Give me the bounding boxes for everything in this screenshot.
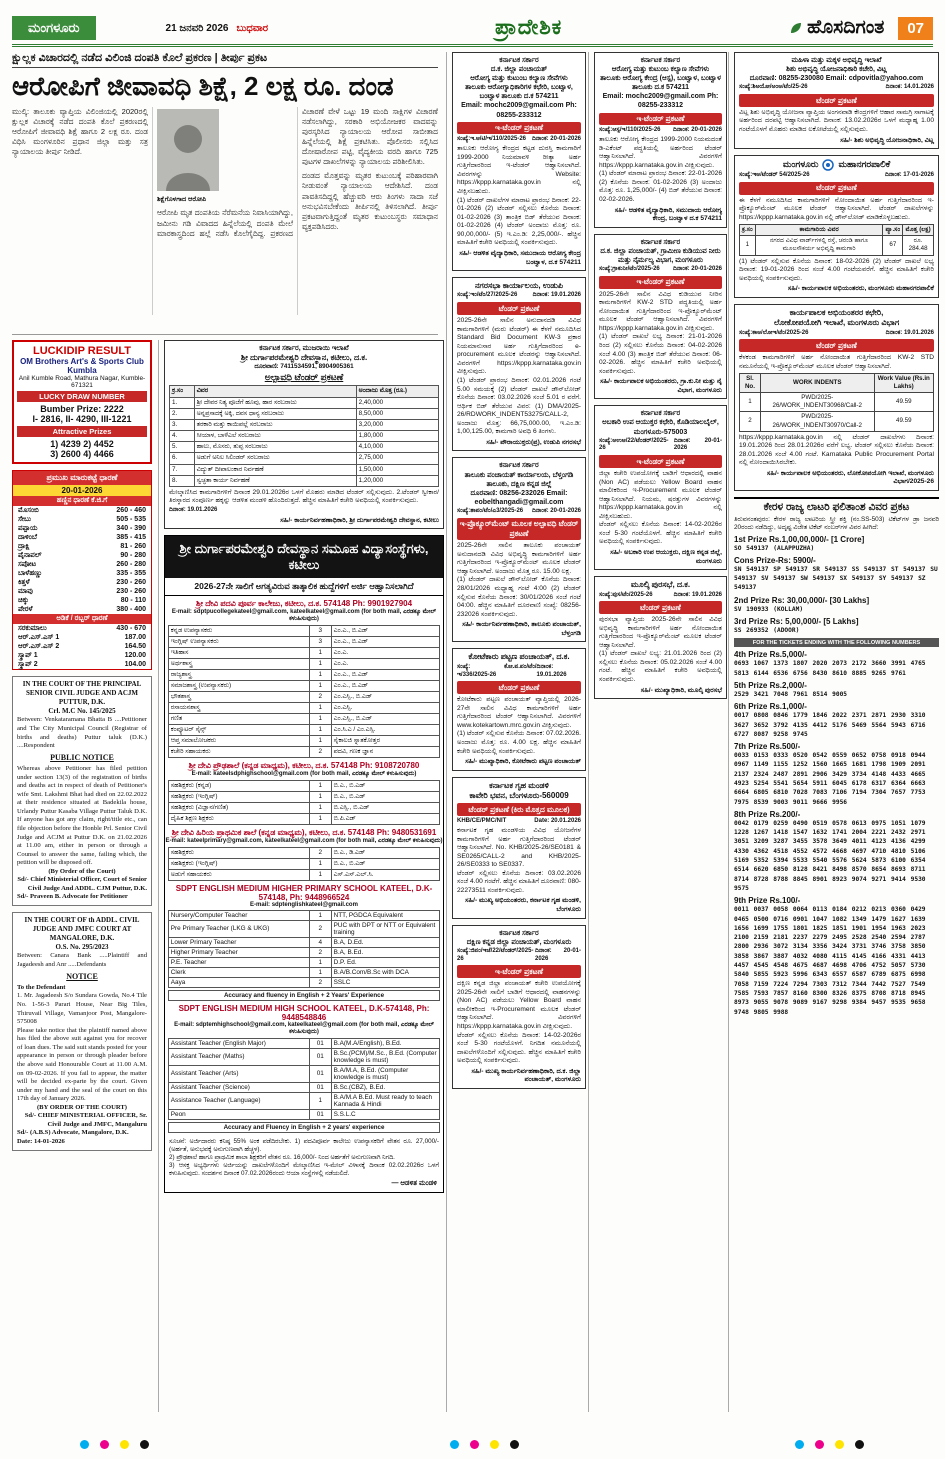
- post-row: ಸಹಶಿಕ್ಷಕರು (ಕನ್ನಡ) 1 ಬಿ.ಎ., ಬಿ.ಎಡ್: [168, 780, 439, 791]
- works-table-row: 1 ನಗರದ ವಿವಿಧ ವಾರ್ಡ್‌ಗಳಲ್ಲಿ ರಸ್ತೆ, ಚರಂಡಿ ಹಾಗೂ ಮೂಲಸೌಕರ್ಯ ಅಭಿವೃದ್ಧಿ ಕಾಮಗಾರಿ 67 ರೂ. 284.48: [740, 236, 934, 255]
- tender-udupi-municipality: ನಗರಸಭಾ ಕಾರ್ಯಾಲಯ, ಉಡುಪಿ ಸಂಖ್ಯೆ:ಇಂ/ಟೆಂ/27/2025-26 ದಿನಾಂಕ: 19.01.2026 ಟೆಂಡರ್ ಪ್ರಕಟಣೆ 2025-26ನೇ ಸಾಲಿನ ಅನುದಾನದಡಿ ವಿವಿಧ ಕಾಮಗಾರಿಗಳಿಗೆ (ಮರು ಟೆಂಡರ್) ಈ ಕೆಳಗೆ ನಮೂದಿಸಿದ Standard Bid Document KW-3 ಪ್ರಕಾರ ನಿಯಮಾನುಸಾರ ಅರ್ಹ ಗುತ್ತಿಗೆದಾರರಿಂದ e-procurement ಮೂಲಕ ಟೆಂಡರನ್ನು ಆಹ್ವಾನಿಸಲಾಗಿದೆ. ವಿವರಗಳಿಗೆ https://kppp.karnataka.gov.in ವೀಕ್ಷಿಸುವುದು. (1) ಟೆಂಡರ್ ಪ್ರಾರಂಭ ದಿನಾಂಕ: 02.01.2026 ಗಂಟೆ 5.00 ಸಮಯಕ್ಕೆ (2) ಟೆಂಡರ್ ದಾಖಲೆ ಡೌನ್‌ಲೋಡ್ ಕೊನೆಯ ದಿನಾಂಕ: 03.02.2026 ಸಂಜೆ 5.01 ರ ವರೆಗೆ. ಆರ್ಥಿಕ ಬಿಡ್ ತೆರೆಯುವ ವಿವರ: (1) DMA/2025-26/RDWORK_INDENT53275/CALL-2, ಅಂದಾಜು ಮೊತ್ತ: 66,75,000.00, ಇ.ಎಂ.ಡಿ: 1,00,125.00, ಕಾಮಗಾರಿ ಅವಧಿ 6 ತಿಂಗಳು. ಸಹಿ/- ಪೌರಾಯುಕ್ತರು(ಪ್ರ), ಉಡುಪಿ ನಗರಸಭೆ: [452, 277, 586, 451]
- post-row: ರಾಜ್ಯಶಾಸ್ತ್ರ 1 ಎಂ.ಎ., ಬಿ.ಎಡ್: [168, 669, 439, 680]
- notice-body: ಜಿಲ್ಲಾ ಕಚೇರಿ ಉಪಯೋಗಕ್ಕೆ ಬಾಡಿಗೆ ಆಧಾರದಲ್ಲಿ ವಾಹನ (Non AC) ಪಡೆಯಲು Yellow Board ವಾಹನ ಮಾಲೀಕರಿಂದ ಇ-Procurement ಮೂಲಕ ಟೆಂಡರ್ ಆಹ್ವಾನಿಸಲಾಗಿದೆ. ನಿಯಮ, ಷರತ್ತುಗಳ ವಿವರಗಳನ್ನು https://kppp.karnataka.gov.in ನಲ್ಲಿ ವೀಕ್ಷಿಸಬಹುದು.: [599, 469, 722, 520]
- market-row: ಆರ್.ಎಸ್.ಎಸ್ 2 164.50: [18, 642, 146, 650]
- tender-sign: ಸಹಿ/- ಕಾರ್ಯನಿರ್ವಹಣಾಧಿಕಾರಿ, ಶ್ರೀ ದುರ್ಗಾಪರಮೇಶ್ವರಿ ದೇವಸ್ಥಾನ, ಕಟೀಲು: [280, 516, 439, 524]
- notice-header-line: ಕರ್ನಾಟಕ ಸರ್ಕಾರ: [640, 57, 681, 64]
- tender-health-aspatre: ಕರ್ನಾಟಕ ಸರ್ಕಾರ ಆರೋಗ್ಯ ಮತ್ತು ಕುಟುಂಬ ಕಲ್ಯಾಣ ಸೇವೆಗಳು ತಾಲೂಕು ಆರೋಗ್ಯ ಕೇಂದ್ರ (ಆಸ್ಪ), ಬಂಟ್ವಾಳ, ಬಂಟ್ವಾಳ ತಾಲೂಕು ದ.ಕ 574211 Email: mochc2009@gmail.com Ph: 08255-233312 ಇ-ಟೆಂಡರ್ ಪ್ರಕಟಣೆ ಸಂಖ್ಯೆ:ಆಸ್ಪ/ಇ/110/2025-26 ದಿನಾಂಕ: 20-01-2026 ತಾಲೂಕು ಆರೋಗ್ಯ ಕೇಂದ್ರದ 1999-2000 ನಿಯಮದಂತೆ ಡಿ-ಎಕೆಂಟ್ ಪದ್ಧತಿಯಲ್ಲಿ ಅರ್ಹರಿಂದ ಟೆಂಡರ್ ಆಹ್ವಾನಿಸಲಾಗಿದೆ. ವಿವರಗಳಿಗೆ https://kppp.karnataka.gov.in ವೀಕ್ಷಿಸುವುದು. (1) ಟೆಂಡರ್ ಮಾರಾಟ ಪ್ರಾರಂಭ ದಿನಾಂಕ: 22-01-2026 (2) ಕೊನೆಯ ದಿನಾಂಕ: 01-02-2026 (3) ಅಂದಾಜು ಮೊತ್ತ: ರೂ. 1,25,000/- (4) ಬಿಡ್ ತೆರೆಯುವ ದಿನಾಂಕ: 02-02-2026. ಸಹಿ/- ಆಡಳಿತ ವೈದ್ಯಾಧಿಕಾರಿ, ಸಮುದಾಯ ಆರೋಗ್ಯ ಕೇಂದ್ರ, ಬಂಟ್ವಾಳ ದ.ಕ 574211: [594, 52, 727, 228]
- post-row: ಅರ್ಥಶಾಸ್ತ್ರ 1 ಎಂ.ಎ.: [168, 658, 439, 669]
- column-f: [728, 52, 939, 1412]
- notice-header-line: ದ.ಕ. ಜಿಲ್ಲಾ ಪಂಚಾಯತ್, ಗ್ರಾಮೀಣ ಕುಡಿಯುವ ನೀರು ಮತ್ತು ನೈರ್ಮಲ್ಯ ವಿಭಾಗ, ಮಂಗಳೂರು: [600, 247, 721, 264]
- corporation-logo: [822, 159, 834, 171]
- tender-note: ಮೇಲ್ಕಾಣಿಸಿದ ಕಾಮಗಾರಿಗಳಿಗೆ ದಿನಾಂಕ 29.01.2026ರ ಒಳಗೆ ಮೊಹರು ಮಾಡಿದ ಟೆಂಡರ್ ಸಲ್ಲಿಸುವುದು. 2.ಟೆಂಡರ್ ಸ್ವೀಕಾರ/ತಿರಸ್ಕಾರದ ಸಂಪೂರ್ಣ ಹಕ್ಕನ್ನು ಆಡಳಿತ ಮಂಡಳಿ ಹೊಂದಿರುತ್ತದೆ. ಹೆಚ್ಚಿನ ಮಾಹಿತಿಗೆ ಕಚೇರಿ ಅವಧಿಯಲ್ಲಿ ಸಂಪರ್ಕಿಸುವುದು.: [169, 488, 439, 505]
- notice-sign: ಸಹಿ/- ಕಾರ್ಯನಿರ್ವಹಣಾಧಿಕಾರಿ, ತಾಲೂಕು ಪಂಚಾಯತ್, ಬೆಳ್ತಂಗಡಿ: [462, 621, 581, 637]
- officer-sign: Sd/- CHIEF MINISTERIAL OFFICER, Sr. Civil Judge and JMFC, Mangaluru: [24, 1112, 147, 1128]
- market-row: ಕಿತ್ತಳೆ 230 - 260: [18, 578, 146, 586]
- posts-table-pu: [168, 625, 440, 758]
- tender-bar: ಇ-ಪ್ರೊಕ್ಯೂರ್‌ಮೆಂಟ್ ಮೂಲಕ ಅಲ್ಪಾವಧಿ ಟೆಂಡರ್ ಪ್ರಕಟಣೆ: [457, 518, 581, 541]
- notice-header-line: ಕರ್ನಾಟಕ ಸರ್ಕಾರ: [499, 929, 539, 937]
- market-date: 20-01-2026: [13, 485, 151, 496]
- photo-caption: ಶಿಕ್ಷೆಗೊಳಗಾದ ಆರೋಪಿ: [157, 195, 207, 203]
- post-row: Assistant Teacher (English Major) 01 B.A(M.A/English), B.Ed.: [168, 1038, 439, 1048]
- school-name-hsk: ಶ್ರೀ ದೇವಿ ಪ್ರೌಢಶಾಲೆ (ಕನ್ನಡ ಮಾಧ್ಯಮ), ಕಟೀಲು, ದ.ಕ. 574148 Ph: 9108720780: [188, 760, 420, 770]
- post-row: ಕಚೇರಿ ಸಹಾಯಕರು 2 ಪದವಿ, ಗಣಕ ಜ್ಞಾನ: [168, 746, 439, 757]
- article-kicker: ಕ್ಷುಲ್ಲಕ ವಿಚಾರದಲ್ಲಿ ನಡೆದ ವಿಲಿಂಜಿ ದಂಪತಿ ಕೊಲೆ ಪ್ರಕರಣ | ತೀರ್ಪು ಪ್ರಕಟ: [12, 52, 438, 68]
- notice-header-line: ಕರ್ನಾಟಕ ಸರ್ಕಾರ: [640, 238, 681, 246]
- prize-tier: 2nd Prize Rs: 30,00,000/- [30 Lakhs] SV 190933 (KOLLAM): [734, 595, 870, 613]
- notice-header-line: ತಾಲೂಕು ಆರೋಗ್ಯಾಧಿಕಾರಿಗಳ ಕಛೇರಿ, ಬಂಟ್ವಾಳ, ಬಂಟ್ವಾಳ ತಾಲೂಕು ದ.ಕ 574211: [465, 84, 573, 101]
- tickets-ending-bar: FOR THE TICKETS ENDING WITH THE FOLLOWING NUMBERS: [734, 638, 939, 647]
- notice-body: 2025-26ನೇ ಸಾಲಿನ ತಾಲೂಕು ಪಂಚಾಯತ್ ಅನುದಾನದಡಿ ವಿವಿಧ ಅಭಿವೃದ್ಧಿ ಕಾಮಗಾರಿಗಳಿಗೆ ಅರ್ಹ ಗುತ್ತಿಗೆದಾರರಿಂದ ಇ-ಪ್ರೊಕ್ಯೂರ್‌ಮೆಂಟ್ ಮೂಲಕ ಟೆಂಡರ್ ಆಹ್ವಾನಿಸಲಾಗಿದೆ. ಅಂದಾಜು ಮೊತ್ತ ರೂ. 15.00 ಲಕ್ಷ.: [457, 542, 581, 575]
- issue-date: 21 ಜನವರಿ 2026: [165, 22, 229, 34]
- attractive-prizes-bar: Attractive Prizes: [17, 426, 147, 437]
- post-row: Clerk 1 B.A/B.Com/B.Sc with DCA: [168, 967, 439, 977]
- notice-header-line: ತಾಲೂಕು ಪಂಚಾಯತ್ ಕಾರ್ಯಾಲಯ, ಬೆಳ್ತಂಗಡಿ ತಾಲೂಕು, ದಕ್ಷಿಣ ಕನ್ನಡ ಜಿಲ್ಲೆ: [464, 471, 574, 488]
- post-row: ಸಹಶಿಕ್ಷಕರು (ಇಂಗ್ಲಿಷ್) 1 ಬಿ.ಎ., ಬಿ.ಎಡ್: [168, 791, 439, 802]
- experience-note-ehs: Accuracy and Fluency in English + 2 years' experience: [168, 1122, 440, 1133]
- tender-bar: ಇ-ಟೆಂಡರ್ ಪ್ರಕಟಣೆ: [599, 113, 722, 126]
- tender-bar: ಟೆಂಡರ್ ಪ್ರಕಟಣೆ: [457, 681, 581, 694]
- notice-body: Whereas above Petitioner has filed petition under section 13(3) of the registration of births and deaths act in respect of death of Petitioner's wife Smt. Lakshmi Bhat had died on 22.02.2022 at their residence situated at Badekila house, Urlandy Puttur Kasaba Village Puttur Taluk D.K. If anyone has got any claim, right/title etc., can file objection before the Honble Prl. Senior Civil Judge and ACJM at Puttur D.K. on 21.02.2026 at 11.00 am, either in person or through a Counsel to answer the same, failing which, the petition will be disposed off.: [17, 765, 147, 867]
- indent-row: 2 PWD/2025-26/WORK_INDENT30970/Call-2 49.59: [740, 412, 934, 431]
- tender-item-row: 7. ವಿದ್ಯುತ್ ದೀಪಾಲಂಕಾರ ನಿರ್ವಹಣೆ 1,50,000: [170, 464, 439, 475]
- market-row: ಪೇರಳೆ 380 - 400: [18, 605, 146, 613]
- post-row: Higher Primary Teacher 2 B.A, B.Ed.: [168, 947, 439, 957]
- case-parties: Between: Venkataramana Bhatta B ....Petitioner and The City Municipal Council (Registrar of births and deaths) Puttur taluk (D.K.) ....Respondent: [17, 716, 147, 750]
- advocate-sign: Sd/- (A.B.S) Advocate, Mangalore, D.K.: [17, 1129, 129, 1137]
- officer-sign: Sd/- Chief Ministerial Officer, Court of Senior Civil Judge And ADDL. CJM Puttur, D.K.: [17, 876, 147, 892]
- issue-weekday: ಬುಧವಾರ: [236, 22, 269, 34]
- notice-items: (1) ಟೆಂಡರ್ ಸಲ್ಲಿಸುವ ಕೊನೆಯ ದಿನಾಂಕ: 07.02.2026. ಅಂದಾಜು ಮೊತ್ತ: ರೂ. 4.00 ಲಕ್ಷ. ಹೆಚ್ಚಿನ ಮಾಹಿತಿಗೆ ಕಚೇರಿ ಅವಧಿಯಲ್ಲಿ ಸಂಪರ್ಕಿಸುವುದು.: [457, 730, 581, 755]
- paper-name: ಹೊಸದಿಗಂತ: [807, 17, 885, 38]
- post-row: ಸಹಶಿಕ್ಷಕರು (ಇಂಗ್ಲಿಷ್) 1 ಬಿ.ಎ., ಬಿ.ಎಡ್: [168, 858, 439, 869]
- defendant-details: 1. Mr. Jagadeesh S/o Sundara Gowda, No.4 Tile No. 1-56-3 Parari House, Near Big Tiles, Thiruvail Village, Vamanjoor Post, Mangalore-575008: [17, 992, 147, 1026]
- notice-items: (1) ಟೆಂಡರ್ ದಾಖಲೆ ಡೌನ್‌ಲೋಡ್ ಕೊನೆಯ ದಿನಾಂಕ: 28/01/2026 ಮಧ್ಯಾಹ್ನ ಗಂಟೆ 4:00 (2) ಟೆಂಡರ್ ಸಲ್ಲಿಸುವ ಕೊನೆಯ ದಿನಾಂಕ: 30/01/2026 ಸಂಜೆ ಗಂಟೆ 04:00. ಹೆಚ್ಚಿನ ಮಾಹಿತಿಗೆ ದೂರವಾಣಿ ಸಂಖ್ಯೆ: 08256-232026 ಸಂಪರ್ಕಿಸುವುದು.: [457, 576, 581, 618]
- notice-sign: ಸಹಿ/- ಮುಖ್ಯಾಧಿಕಾರಿ, ಕೋಟೆಕಾರು ಪಟ್ಟಣ ಪಂಚಾಯತ್: [465, 758, 581, 766]
- posts-table-primary: [168, 847, 440, 881]
- notice-header-line: ಆರೋಗ್ಯ ಮತ್ತು ಕುಟುಂಬ ಕಲ್ಯಾಣ ಸೇವೆಗಳು: [611, 66, 710, 74]
- tender-item-row: 6. ಅಡುಗೆ ಅನಿಲ ಸಿಲಿಂಡರ್ ಸರಬರಾಜು 2,75,000: [170, 453, 439, 464]
- school-email-primary: E-mail: kateelprimary@gmail.com, kateelkateel@gmail.com (for both mail, ಎರಡಕ್ಕೂ ಮೇಲ್ ಕಳುಹಿಸುವುದು): [165, 837, 443, 844]
- tender-cdpo-vitla: ಮಹಿಳಾ ಮತ್ತು ಮಕ್ಕಳ ಅಭಿವೃದ್ಧಿ ಇಲಾಖೆ ಶಿಶು ಅಭಿವೃದ್ಧಿ ಯೋಜನಾಧಿಕಾರಿ ಕಚೇರಿ, ವಿಟ್ಲ ದೂರವಾಣಿ: 08255-230080 Email: cdpovitla@yahoo.com ಸಂಖ್ಯೆ:ಶಿಅಯೋ/ಅಂಅ/ಟೆಂ/25-26 ದಿನಾಂಕ: 14.01.2026 ಟೆಂಡರ್ ಪ್ರಕಟಣೆ ವಿಟ್ಲ ಶಿಶು ಅಭಿವೃದ್ಧಿ ಯೋಜನಾ ವ್ಯಾಪ್ತಿಯ ಅಂಗನವಾಡಿ ಕೇಂದ್ರಗಳಿಗೆ ಆಹಾರ ಸಾಮಗ್ರಿ ಸಾಗಾಟಕ್ಕೆ ಅರ್ಹರಿಂದ ದರಪಟ್ಟಿ ಆಹ್ವಾನಿಸಲಾಗಿದೆ. ದಿನಾಂಕ: 13.02.2026ರ ಒಳಗೆ ಮಧ್ಯಾಹ್ನ 1.00 ಗಂಟೆಯೊಳಗೆ ಮೊಹರು ಮಾಡಿದ ಲಕೋಟೆಯಲ್ಲಿ ಸಲ್ಲಿಸುವುದು. ಸಹಿ/- ಶಿಶು ಅಭಿವೃದ್ಧಿ ಯೋಜನಾಧಿಕಾರಿ, ವಿಟ್ಲ: [734, 52, 939, 149]
- works-table-header-cell: ಕ್ರ.ಸಂ: [740, 225, 756, 236]
- market-sub2: ಅಡಿಕೆ / ರಬ್ಬರ್ ಧಾರಣೆ: [13, 614, 151, 624]
- post-row: Aaya 2 SSLC: [168, 977, 439, 987]
- col-amount: ಅಂದಾಜು ಮೊತ್ತ (ರೂ.): [356, 386, 438, 397]
- market-row: ಬಾಳೆಹಣ್ಣು 335 - 355: [18, 569, 146, 577]
- notice-title: PUBLIC NOTICE: [50, 752, 114, 762]
- post-row: ಸಮಾಜಶಾಸ್ತ್ರ (ಉಪನ್ಯಾಸಕರು) 1 ಎಂ.ಎ., ಬಿ.ಎಡ್: [168, 680, 439, 691]
- notice-sign: ಸಹಿ/- ಪೌರಾಯುಕ್ತರು(ಪ್ರ), ಉಡುಪಿ ನಗರಸಭೆ: [486, 438, 581, 446]
- leaf-icon: [789, 21, 803, 35]
- notice-header-line: ಕರ್ನಾಟಕ ಗೃಹ ಮಂಡಳಿ: [489, 780, 549, 790]
- tender-items-table: [169, 385, 439, 487]
- school-name-ehs: SDPT ENGLISH MEDIUM HIGH SCHOOL KATEEL, D.K-574148, Ph: 9448548846: [178, 1003, 430, 1022]
- notice-sign: ಸಹಿ/- ಆಡಳಿತ ವೈದ್ಯಾಧಿಕಾರಿ, ಸಮುದಾಯ ಆರೋಗ್ಯ ಕೇಂದ್ರ, ಬಂಟ್ವಾಳ ದ.ಕ 574211: [614, 206, 722, 223]
- market-row: ಸ್ಕ್ರಾಪ್ 1 120.00: [18, 651, 146, 659]
- paper-brand: [789, 17, 884, 39]
- notice-sign: ಸಹಿ/- ಮುಖ್ಯಾಧಿಕಾರಿ, ಮೂಲ್ಕಿ ಪುರಸಭೆ: [640, 686, 722, 694]
- school-name-ehps: SDPT ENGLISH MEDIUM HIGHER PRIMARY SCHOOL KATEEL, D.K-574148, Ph: 9448966524: [175, 883, 433, 902]
- by-order: (By Order of the Court): [48, 867, 116, 875]
- prize-tier: 7th Prize Rs.500/- 0033 0153 0333 0520 0542 0559 0652 0758 0918 0944 0967 1149 1155 1252 1560 1665 1681 1798 1909 2091 2137 2324 2487 2891 2906 3429 3734 4148 4433 4665 4923 5254 5541 5654 5911 6045 6178 6317 6364 6663 6664 6805 6810 7028 7083 7106 7194 7304 7657 7753 7975 8539 9003 9011 9666 9956: [734, 742, 926, 806]
- tender-title: ಅಲ್ಪಾವಧಿ ಟೆಂಡರ್ ಪ್ರಕಟಣೆ: [264, 371, 344, 382]
- indent-header-cell: WORK INDENTS: [760, 374, 874, 393]
- post-row: Assistant Teacher (Maths) 01 B.Sc.(PCM)/M.Sc., B.Ed. (Computer knowledge is must): [168, 1048, 439, 1065]
- luckidip-result-box: [12, 340, 152, 464]
- court-header: IN THE COURT OF THE PRINCIPAL SENIOR CIVIL JUDGE AND ACJM PUTTUR, D.K.: [22, 680, 142, 707]
- luckidip-org: OM Brothers Art's & Sports Club Kumbla: [20, 357, 144, 375]
- notice-header-line: ದೂರವಾಣಿ: 08256-232026 Email: eobelthangadi@gmail.com: [470, 489, 568, 506]
- tender-health-bantwal: ಕರ್ನಾಟಕ ಸರ್ಕಾರ ದ.ಕ. ಜಿಲ್ಲಾ ಪಂಚಾಯತ್ ಆರೋಗ್ಯ ಮತ್ತು ಕುಟುಂಬ ಕಲ್ಯಾಣ ಸೇವೆಗಳು ತಾಲೂಕು ಆರೋಗ್ಯಾಧಿಕಾರಿಗಳ ಕಛೇರಿ, ಬಂಟ್ವಾಳ, ಬಂಟ್ವಾಳ ತಾಲೂಕು ದ.ಕ 574211 Email: mochc2009@gmail.com Ph: 08255-233312 ಇ-ಟೆಂಡರ್ ಪ್ರಕಟಣೆ ಸಂಖ್ಯೆ:ಇ.ಆ/ಟಿ/ಇ/110/2025-26 ದಿನಾಂಕ: 20-01-2026 ತಾಲೂಕು ಆರೋಗ್ಯ ಕೇಂದ್ರದ ಕಟ್ಟಡ ದುರಸ್ತಿ ಕಾಮಗಾರಿಗೆ 1999-2000 ನಿಯಮಾವಳಿ ರೀತ್ಯಾ ಅರ್ಹ ಗುತ್ತಿಗೆದಾರರಿಂದ ಇ-ಟೆಂಡರ್ ಆಹ್ವಾನಿಸಲಾಗಿದೆ. ವಿವರಗಳನ್ನು Website: https://kppp.karnataka.gov.in ನಲ್ಲಿ ವೀಕ್ಷಿಸಬಹುದು. (1) ಟೆಂಡರ್ ದಾಖಲೆಗಳ ಮಾರಾಟ ಪ್ರಾರಂಭ ದಿನಾಂಕ: 22-01-2026 (2) ಟೆಂಡರ್ ಸಲ್ಲಿಸಲು ಕೊನೆಯ ದಿನಾಂಕ: 01-02-2026 (3) ತಾಂತ್ರಿಕ ಬಿಡ್ ತೆರೆಯುವ ದಿನಾಂಕ: 01-02-2026 (4) ಟೆಂಡರ್ ಅಂದಾಜು ಮೊತ್ತ: ರೂ. 90,00,000/- (5) ಇ.ಎಂ.ಡಿ: 2,25,000/-. ಹೆಚ್ಚಿನ ಮಾಹಿತಿಗೆ ಕಚೇರಿ ಅವಧಿಯಲ್ಲಿ ಸಂಪರ್ಕಿಸುವುದು. ಸಹಿ/- ಆಡಳಿತ ವೈದ್ಯಾಧಿಕಾರಿ, ಸಮುದಾಯ ಆರೋಗ್ಯ ಕೇಂದ್ರ ಬಂಟ್ವಾಳ, ದ.ಕ 574211: [452, 52, 586, 271]
- school-email-ehps: E-mail: sdptenglishkateel@gmail.com: [250, 901, 358, 908]
- notice-header-line: ಶಿಶು ಅಭಿವೃದ್ಧಿ ಯೋಜನಾಧಿಕಾರಿ ಕಚೇರಿ, ವಿಟ್ಲ: [786, 66, 887, 74]
- column-e: [588, 52, 727, 1412]
- notice-sign: ಸಹಿ/- ಶಿಶು ಅಭಿವೃದ್ಧಿ ಯೋಜನಾಧಿಕಾರಿ, ವಿಟ್ಲ: [840, 136, 934, 144]
- notice-date: Date: 14-01-2026: [17, 1138, 65, 1146]
- case-parties: Between: Canara Bank .....Plaintiff and Jagadeesh and Anr .....Defendants: [17, 952, 147, 968]
- notice-header-line: ಅಬಕಾರಿ ಉಪ ಆಯುಕ್ತರ ಕಛೇರಿ, ಕೊಡಿಯಾಲಬೈಲ್, ಮಂಗಳೂರು-575003: [602, 419, 719, 436]
- article-paragraph: ಮುಲ್ಕಿ: ತಾಲೂಕು ವ್ಯಾಪ್ತಿಯ ವಿಲಿಂಜಿಯಲ್ಲಿ 2020ರಲ್ಲಿ ಕ್ಷುಲ್ಲಕ ವಿಚಾರಕ್ಕೆ ನಡೆದ ದಂಪತಿ ಕೊಲೆ ಪ್ರಕರಣದಲ್ಲಿ ಆರೋಪಿಗೆ ಜೀವಾವಧಿ ಶಿಕ್ಷೆ ಹಾಗೂ 2 ಲಕ್ಷ ರೂ. ದಂಡ ವಿಧಿಸಿ ಮಂಗಳೂರಿನ ಪ್ರಧಾನ ಜಿಲ್ಲಾ ಮತ್ತು ಸತ್ರ ನ್ಯಾಯಾಲಯ ತೀರ್ಪು ನೀಡಿದೆ.: [12, 106, 148, 157]
- notice-header-line: ದೂರವಾಣಿ: 08255-230080 Email: cdpovitla@yahoo.com: [749, 75, 924, 83]
- market-row: ಆರ್.ಎಸ್.ಎಸ್ 1 187.00: [18, 633, 146, 641]
- tender-bar: ಟೆಂಡರ್ ಪ್ರಕಟಣೆ: [457, 302, 581, 315]
- post-row: ಆಪ್ತ ಸಮಾಲೋಚಕರು 1 ಸೈಕಾಲಜಿ ಸ್ನಾತಕೋತ್ತರ: [168, 735, 439, 746]
- notice-header-line: ದಕ್ಷಿಣ ಕನ್ನಡ ಜಿಲ್ಲಾ ಪಂಚಾಯತ್, ಮಂಗಳೂರು: [466, 938, 572, 946]
- edition-city: ಮಂಗಳೂರು: [12, 16, 96, 40]
- notice-items: ಟೆಂಡರ್ ಸಲ್ಲಿಸಲು ಕೊನೆಯ ದಿನಾಂಕ: 14-02-2026ರ ಸಂಜೆ 5-30 ಗಂಟೆಯೊಳಗೆ. ನಿಗದಿತ ನಮೂನೆಯಲ್ಲಿ ದಾಖಲೆಗಳೊಂದಿಗೆ ಸಲ್ಲಿಸುವುದು. ಹೆಚ್ಚಿನ ಮಾಹಿತಿಗೆ ಕಚೇರಿ ಅವಧಿಯಲ್ಲಿ ಸಂಪರ್ಕಿಸುವುದು.: [457, 1031, 581, 1065]
- post-row: ರಸಾಯನಶಾಸ್ತ್ರ 1 ಎಂ.ಎಸ್ಸಿ.: [168, 702, 439, 713]
- notice-sign: ಸಹಿ/- ಮುಖ್ಯ ಕಾರ್ಯನಿರ್ವಹಣಾಧಿಕಾರಿ, ದ.ಕ. ಜಿಲ್ಲಾ ಪಂಚಾಯತ್, ಮಂಗಳೂರು: [471, 1067, 581, 1084]
- note-line: 3) ಆಸಕ್ತ ಅಭ್ಯರ್ಥಿಗಳು ಅರ್ಜಿಯನ್ನು ದಾಖಲೆಗಳೊಂದಿಗೆ ಮೇಲ್ಕಾಣಿಸಿದ ಇ-ಮೇಲ್ ವಿಳಾಸಕ್ಕೆ ದಿನಾಂಕ 02.02.2026ರ ಒಳಗೆ ಕಳುಹಿಸುವುದು. ಸಂದರ್ಶನ ದಿನಾಂಕ 07.02.2026ರಂದು ಆಯಾ ಸಂಸ್ಥೆಗಳಲ್ಲಿ ನಡೆಯಲಿದೆ.: [169, 1162, 439, 1178]
- tender-item-row: 3. ತರಕಾರಿ ಮತ್ತು ಕಾಯಿಪಲ್ಲೆ ಸರಬರಾಜು 3,20,000: [170, 419, 439, 430]
- lottery-intro: ತಿರುವನಂತಪುರಂ: ಕೇರಳ ರಾಜ್ಯ ಲಾಟರಿಯ ಸ್ತ್ರೀ ಶಕ್ತಿ (ನಂ.SS-503) ಟಿಕೆಟ್‌ಗಳ ಡ್ರಾ ಜನವರಿ 20ರಂದು ನಡೆದಿದ್ದು, ಅದೃಷ್ಟ ವಿಜೇತ ಟಿಕೆಟ್ ನಂಬರ್‌ಗಳ ವಿವರ ಹೀಗಿದೆ:: [734, 515, 939, 531]
- post-row: Assistance Teacher (Language) 1 B.A/M.A B.Ed. Must ready to teach Kannada & Hindi: [168, 1092, 439, 1109]
- govt-line: ಕರ್ನಾಟಕ ಸರ್ಕಾರ, ಮುಜರಾಯಿ ಇಲಾಖೆ: [259, 345, 349, 352]
- notice-body: ದಕ್ಷಿಣ ಕನ್ನಡ ಜಿಲ್ಲಾ ಪಂಚಾಯತ್ ಕಚೇರಿ ಉಪಯೋಗಕ್ಕೆ 2025-26ನೇ ಸಾಲಿಗೆ ಬಾಡಿಗೆ ಆಧಾರದಲ್ಲಿ ವಾಹನಗಳನ್ನು (Non AC) ಪಡೆಯಲು Yellow Board ವಾಹನ ಮಾಲೀಕರಿಂದ ಇ-Procurement ಮೂಲಕ ಟೆಂಡರ್ ಆಹ್ವಾನಿಸಲಾಗಿದೆ. ವಿವರಗಳಿಗೆ https://kppp.karnataka.gov.in ವೀಕ್ಷಿಸುವುದು.: [457, 980, 581, 1030]
- notice-header-line: ಲೋಕೋಪಯೋಗಿ ಇಲಾಖೆ, ಮಂಗಳೂರು ವಿಭಾಗ: [773, 318, 900, 328]
- indent-row: 1 PWD/2025-26/WORK_INDENT30968/Call-2 49.59: [740, 393, 934, 412]
- notice-items: ಟೆಂಡರ್ ಸಲ್ಲಿಸಲು ಕೊನೆಯ ದಿನಾಂಕ: 14-02-2026ರ ಸಂಜೆ 5-30 ಗಂಟೆಯೊಳಗೆ. ಹೆಚ್ಚಿನ ಮಾಹಿತಿಗೆ ಕಚೇರಿ ಅವಧಿಯಲ್ಲಿ ಸಂಪರ್ಕಿಸುವುದು.: [599, 521, 722, 546]
- temple-tender-notice: [164, 340, 444, 529]
- tender-mulki-purasabhe: ಮೂಲ್ಕಿ ಪುರಸಭೆ, ದ.ಕ. ಸಂಖ್ಯೆ:ಪುಸ/ಟೆಂ/2025-26 ದಿನಾಂಕ: 19.01.2026 ಟೆಂಡರ್ ಪ್ರಕಟಣೆ ಪುರಸಭಾ ವ್ಯಾಪ್ತಿಯ 2025-26ನೇ ಸಾಲಿನ ವಿವಿಧ ಅಭಿವೃದ್ಧಿ ಕಾಮಗಾರಿಗಳಿಗೆ ಅರ್ಹ ನೋಂದಾಯಿತ ಗುತ್ತಿಗೆದಾರರಿಂದ ಇ-ಪ್ರೊಕ್ಯೂರ್‌ಮೆಂಟ್ ಮೂಲಕ ಟೆಂಡರ್ ಆಹ್ವಾನಿಸಲಾಗಿದೆ. (1) ಟೆಂಡರ್ ದಾಖಲೆ ಲಭ್ಯ: 21.01.2026 ರಿಂದ (2) ಸಲ್ಲಿಸಲು ಕೊನೆಯ ದಿನಾಂಕ: 05.02.2026 ಸಂಜೆ 4.00 ಗಂಟೆ. ಹೆಚ್ಚಿನ ಮಾಹಿತಿಗೆ ಕಚೇರಿ ಅವಧಿಯಲ್ಲಿ ಸಂಪರ್ಕಿಸುವುದು. ಸಹಿ/- ಮುಖ್ಯಾಧಿಕಾರಿ, ಮೂಲ್ಕಿ ಪುರಸಭೆ: [594, 576, 727, 699]
- school-email-pu: E-mail: sdptpucollegekateel@gmail.com, kateelkateel@gmail.com (for both mail, ಎರಡಕ್ಕೂ ಮೇಲ್ ಕಳುಹಿಸುವುದು): [171, 608, 437, 622]
- notice-header-line: ಕರ್ನಾಟಕ ಸರ್ಕಾರ: [499, 57, 539, 64]
- notice-header-line: ಕಾರ್ಯಪಾಲಕ ಅಭಿಯಂತರರ ಕಛೇರಿ,: [789, 307, 884, 317]
- experience-note-ehps: Accuracy and fluency in English + 2 Years' Experience: [168, 990, 440, 1001]
- accused-photo: [157, 109, 219, 191]
- tender-item-row: 8. ಸ್ವಚ್ಛತಾ ಕಾರ್ಯ ನಿರ್ವಹಣೆ 1,20,000: [170, 475, 439, 486]
- notice-sign: ಸಹಿ/- ಆಡಳಿತ ವೈದ್ಯಾಧಿಕಾರಿ, ಸಮುದಾಯ ಆರೋಗ್ಯ ಕೇಂದ್ರ ಬಂಟ್ವಾಳ, ದ.ಕ 574211: [459, 249, 581, 266]
- notice-items: https://kppp.karnataka.gov.in ನಲ್ಲಿ ಟೆಂಡರ್ ದಾಖಲೆಗಳು ದಿನಾಂಕ: 19.01.2026 ರಿಂದ 28.01.2026ರ ವರೆಗೆ ಲಭ್ಯ. ಟೆಂಡರ್ ಸಲ್ಲಿಸಲು ಕೊನೆಯ ದಿನಾಂಕ: 28.01.2026 ಸಂಜೆ 4.00 ಗಂಟೆ. Karnataka Public Procurement Portal ನಲ್ಲಿ ನೋಂದಾಯಿಸಿರಬೇಕು.: [739, 433, 934, 467]
- post-row: Lower Primary Teacher 4 B.A, D.Ed.: [168, 937, 439, 947]
- tender-bar: ಇ-ಟೆಂಡರ್ ಪ್ರಕಟಣೆ: [599, 455, 722, 468]
- col-desc: ವಿವರ: [194, 386, 356, 397]
- notice-header-line: ಆರೋಗ್ಯ ಮತ್ತು ಕುಟುಂಬ ಕಲ್ಯಾಣ ಸೇವೆಗಳು: [470, 75, 568, 83]
- works-table-header-cell: ಮೊತ್ತ (ಲಕ್ಷ): [903, 225, 934, 236]
- tender-bar: ಇ-ಟೆಂಡರ್ ಪ್ರಕಟಣೆ: [457, 965, 581, 978]
- notice-header-line: ಕಾವೇರಿ ಭವನ, ಬೆಂಗಳೂರು-560009: [469, 791, 569, 801]
- notice-header-line: ಮಹಿಳಾ ಮತ್ತು ಮಕ್ಕಳ ಅಭಿವೃದ್ಧಿ ಇಲಾಖೆ: [791, 57, 882, 64]
- prize-tier: 8th Prize Rs.200/- 0042 0179 0259 0490 0519 0578 0613 0975 1051 1079 1228 1267 1418 1547 1632 1741 2004 2221 2432 2971 3051 3209 3287 3455 3578 3649 4011 4123 4136 4299 4330 4362 4518 4552 4572 4668 4697 4710 4810 5106 5169 5352 5394 5533 5540 5576 5624 5873 6100 6354 6514 6620 6850 8128 8421 8498 8570 8654 8693 8711 8714 8728 8788 8845 8901 8923 9074 9271 9414 9530 9575: [734, 809, 926, 892]
- registration-marks-center: [450, 1440, 519, 1449]
- market-title: ಪ್ರಮುಖ ಮಾರುಕಟ್ಟೆ ಧಾರಣೆ: [13, 471, 151, 485]
- tender-excise: ಕರ್ನಾಟಕ ಸರ್ಕಾರ ಅಬಕಾರಿ ಉಪ ಆಯುಕ್ತರ ಕಛೇರಿ, ಕೊಡಿಯಾಲಬೈಲ್, ಮಂಗಳೂರು-575003 ಸಂಖ್ಯೆ:ಅಉಆ/22/ಟೆಂಡರ್/2025-26 ದಿನಾಂಕ: 20-01-2026 ಇ-ಟೆಂಡರ್ ಪ್ರಕಟಣೆ ಜಿಲ್ಲಾ ಕಚೇರಿ ಉಪಯೋಗಕ್ಕೆ ಬಾಡಿಗೆ ಆಧಾರದಲ್ಲಿ ವಾಹನ (Non AC) ಪಡೆಯಲು Yellow Board ವಾಹನ ಮಾಲೀಕರಿಂದ ಇ-Procurement ಮೂಲಕ ಟೆಂಡರ್ ಆಹ್ವಾನಿಸಲಾಗಿದೆ. ನಿಯಮ, ಷರತ್ತುಗಳ ವಿವರಗಳನ್ನು https://kppp.karnataka.gov.in ನಲ್ಲಿ ವೀಕ್ಷಿಸಬಹುದು. ಟೆಂಡರ್ ಸಲ್ಲಿಸಲು ಕೊನೆಯ ದಿನಾಂಕ: 14-02-2026ರ ಸಂಜೆ 5-30 ಗಂಟೆಯೊಳಗೆ. ಹೆಚ್ಚಿನ ಮಾಹಿತಿಗೆ ಕಚೇರಿ ಅವಧಿಯಲ್ಲಿ ಸಂಪರ್ಕಿಸುವುದು. ಸಹಿ/- ಅಬಕಾರಿ ಉಪ ಆಯುಕ್ತರು, ದಕ್ಷಿಣ ಕನ್ನಡ ಜಿಲ್ಲೆ, ಮಂಗಳೂರು: [594, 405, 727, 570]
- notice-sign: ಸಹಿ/- ಅಬಕಾರಿ ಉಪ ಆಯುಕ್ತರು, ದಕ್ಷಿಣ ಕನ್ನಡ ಜಿಲ್ಲೆ, ಮಂಗಳೂರು: [610, 549, 722, 565]
- tender-pwd-division: ಕಾರ್ಯಪಾಲಕ ಅಭಿಯಂತರರ ಕಛೇರಿ, ಲೋಕೋಪಯೋಗಿ ಇಲಾಖೆ, ಮಂಗಳೂರು ವಿಭಾಗ ಸಂಖ್ಯೆ:ಕಾಅ/ಲೋಇ/ಟೆಂ/2025-26 ದಿನಾಂಕ: 19.01.2026 ಟೆಂಡರ್ ಪ್ರಕಟಣೆ ಕೆಳಕಂಡ ಕಾಮಗಾರಿಗಳಿಗೆ ಅರ್ಹ ನೋಂದಾಯಿತ ಗುತ್ತಿಗೆದಾರರಿಂದ KW-2 STD ನಮೂನೆಯಲ್ಲಿ ಇ-ಪ್ರೊಕ್ಯೂರ್‌ಮೆಂಟ್ ಮೂಲಕ ಟೆಂಡರ್ ಆಹ್ವಾನಿಸಲಾಗಿದೆ. Sl. No. WORK INDENTS Work Value (Rs.in Lakhs) 1 PWD/2025-26/WORK_INDENT30968/Call-2 49.59 2 PWD/2025-26/WORK_INDENT30970/Call-2 49.59 https://kppp.karnataka.gov.in ನಲ್ಲಿ ಟೆಂಡರ್ ದಾಖಲೆಗಳು ದಿನಾಂಕ: 19.01.2026 ರಿಂದ 28.01.2026ರ ವರೆಗೆ ಲಭ್ಯ. ಟೆಂಡರ್ ಸಲ್ಲಿಸಲು ಕೊನೆಯ ದಿನಾಂಕ: 28.01.2026 ಸಂಜೆ 4.00 ಗಂಟೆ. Karnataka Public Procurement Portal ನಲ್ಲಿ ನೋಂದಾಯಿಸಿರಬೇಕು. ಸಹಿ/- ಕಾರ್ಯಪಾಲಕ ಅಭಿಯಂತರರು, ಲೋಕೋಪಯೋಗಿ ಇಲಾಖೆ, ಮಂಗಳೂರು ವಿಭಾಗ/2025-26: [734, 304, 939, 491]
- market-row: ಸ್ಕ್ರಾಪ್ 2 104.00: [18, 660, 146, 668]
- prize-tier: 1st Prize Rs.1,00,00,000/- [1 Crore] SO 549137 (ALAPPUZHA): [734, 534, 865, 552]
- notice-body: 2025-26ನೇ ಸಾಲಿನ ವಿವಿಧ ಕುಡಿಯುವ ನೀರಿನ ಕಾಮಗಾರಿಗಳಿಗೆ KW-2 STD ಪದ್ಧತಿಯಲ್ಲಿ ಅರ್ಹ ನೋಂದಾಯಿತ ಗುತ್ತಿಗೆದಾರರಿಂದ ಇ-ಪ್ರೊಕ್ಯೂರ್‌ಮೆಂಟ್ ಮೂಲಕ ಟೆಂಡರ್ ಆಹ್ವಾನಿಸಲಾಗಿದೆ. ವಿವರಗಳಿಗೆ https://kppp.karnataka.gov.in ವೀಕ್ಷಿಸುವುದು.: [599, 290, 722, 332]
- school-email-ehs: E-mail: sdptemhighschool@gmail.com, kateelkateel@gmail.com (for both mail, ಎರಡಕ್ಕೂ ಮೇಲ್ ಕಳುಹಿಸುವುದು): [174, 1021, 434, 1035]
- notice-to: To the Defendant: [17, 983, 66, 991]
- management-sign: — ಆಡಳಿತ ಮಂಡಳಿ: [391, 1180, 437, 1188]
- tender-zp-water: ಕರ್ನಾಟಕ ಸರ್ಕಾರ ದ.ಕ. ಜಿಲ್ಲಾ ಪಂಚಾಯತ್, ಗ್ರಾಮೀಣ ಕುಡಿಯುವ ನೀರು ಮತ್ತು ನೈರ್ಮಲ್ಯ ವಿಭಾಗ, ಮಂಗಳೂರು ಸಂಖ್ಯೆ:ಗ್ರಾಕುನೀ/ಟೆಂ/2025-26 ದಿನಾಂಕ: 20-01-2026 ಇ-ಟೆಂಡರ್ ಪ್ರಕಟಣೆ 2025-26ನೇ ಸಾಲಿನ ವಿವಿಧ ಕುಡಿಯುವ ನೀರಿನ ಕಾಮಗಾರಿಗಳಿಗೆ KW-2 STD ಪದ್ಧತಿಯಲ್ಲಿ ಅರ್ಹ ನೋಂದಾಯಿತ ಗುತ್ತಿಗೆದಾರರಿಂದ ಇ-ಪ್ರೊಕ್ಯೂರ್‌ಮೆಂಟ್ ಮೂಲಕ ಟೆಂಡರ್ ಆಹ್ವಾನಿಸಲಾಗಿದೆ. ವಿವರಗಳಿಗೆ https://kppp.karnataka.gov.in ವೀಕ್ಷಿಸುವುದು. (1) ಟೆಂಡರ್ ದಾಖಲೆ ಲಭ್ಯ ದಿನಾಂಕ: 21-01-2026 ರಿಂದ (2) ಸಲ್ಲಿಸಲು ಕೊನೆಯ ದಿನಾಂಕ: 04-02-2026 ಸಂಜೆ 4.00 (3) ತಾಂತ್ರಿಕ ಬಿಡ್ ತೆರೆಯುವ ದಿನಾಂಕ: 06-02-2026. ಹೆಚ್ಚಿನ ಮಾಹಿತಿಗೆ ಕಚೇರಿ ಅವಧಿಯಲ್ಲಿ ಸಂಪರ್ಕಿಸುವುದು. ಸಹಿ/- ಕಾರ್ಯಪಾಲಕ ಅಭಿಯಂತರರು, ಗ್ರಾ.ಕು.ನೀ ಮತ್ತು ನೈ ವಿಭಾಗ, ಮಂಗಳೂರು: [594, 234, 727, 400]
- notice-body: ವಿಟ್ಲ ಶಿಶು ಅಭಿವೃದ್ಧಿ ಯೋಜನಾ ವ್ಯಾಪ್ತಿಯ ಅಂಗನವಾಡಿ ಕೇಂದ್ರಗಳಿಗೆ ಆಹಾರ ಸಾಮಗ್ರಿ ಸಾಗಾಟಕ್ಕೆ ಅರ್ಹರಿಂದ ದರಪಟ್ಟಿ ಆಹ್ವಾನಿಸಲಾಗಿದೆ. ದಿನಾಂಕ: 13.02.2026ರ ಒಳಗೆ ಮಧ್ಯಾಹ್ನ 1.00 ಗಂಟೆಯೊಳಗೆ ಮೊಹರು ಮಾಡಿದ ಲಕೋಟೆಯಲ್ಲಿ ಸಲ್ಲಿಸುವುದು.: [739, 108, 934, 133]
- notice-title: NOTICE: [66, 971, 98, 981]
- corp-name-left: ಮಂಗಳೂರು: [782, 159, 819, 170]
- education-recruitment-ad: [164, 535, 444, 1193]
- notice-items: (1) ಟೆಂಡರ್ ಮಾರಾಟ ಪ್ರಾರಂಭ ದಿನಾಂಕ: 22-01-2026 (2) ಕೊನೆಯ ದಿನಾಂಕ: 01-02-2026 (3) ಅಂದಾಜು ಮೊತ್ತ: ರೂ. 1,25,000/- (4) ಬಿಡ್ ತೆರೆಯುವ ದಿನಾಂಕ: 02-02-2026.: [599, 170, 722, 204]
- notice-body: ಕೋಟೆಕಾರು ಪಟ್ಟಣ ಪಂಚಾಯತ್ ವ್ಯಾಪ್ತಿಯಲ್ಲಿ 2026-27ನೇ ಸಾಲಿನ ವಿವಿಧ ಕಾಮಗಾರಿಗಳಿಗೆ ಅರ್ಹ ಗುತ್ತಿಗೆದಾರರಿಂದ ಟೆಂಡರ್ ಆಹ್ವಾನಿಸಲಾಗಿದೆ. ವಿವರಗಳಿಗೆ www.kotekartown.mrc.gov.in ವೀಕ್ಷಿಸುವುದು.: [457, 696, 581, 729]
- section-title: ಪ್ರಾದೇಶಿಕ: [495, 16, 563, 39]
- masthead: [12, 12, 933, 47]
- post-row: ಇಂಗ್ಲಿಷ್ ಉಪನ್ಯಾಸಕರು 3 ಎಂ.ಎ., ಬಿ.ಎಡ್: [168, 636, 439, 647]
- corp-name-right: ಮಹಾನಗರಪಾಲಿಕೆ: [838, 159, 891, 170]
- lottery-top-prizes: [734, 535, 939, 636]
- court-notice-mangalore: [12, 912, 152, 1151]
- recruitment-notes: [165, 1136, 443, 1181]
- institution-group-name: ಶ್ರೀ ದುರ್ಗಾಪರಮೇಶ್ವರಿ ದೇವಸ್ಥಾನ ಸಮೂಹ ವಿದ್ಯಾಸಂಸ್ಥೆಗಳು, ಕಟೀಲು: [179, 541, 429, 572]
- lucky-draw-bar: LUCKY DRAW NUMBER: [17, 391, 147, 402]
- article-paragraph: ದಂಡದ ಮೊತ್ತವನ್ನು ಮೃತರ ಕುಟುಂಬಕ್ಕೆ ಪರಿಹಾರವಾಗಿ ನೀಡುವಂತೆ ನ್ಯಾಯಾಲಯ ಆದೇಶಿಸಿದೆ. ದಂಡ ಪಾವತಿಸದಿದ್ದಲ್ಲಿ ಹೆಚ್ಚುವರಿ ಆರು ತಿಂಗಳು ಸಾದಾ ಸಜೆ ಅನುಭವಿಸಬೇಕೆಂದು ತೀರ್ಪಿನಲ್ಲಿ ತಿಳಿಸಲಾಗಿದೆ. ತೀರ್ಪು ಪ್ರಕಟವಾಗುತ್ತಿದ್ದಂತೆ ಮೃತರ ಕುಟುಂಬಸ್ಥರು ಸಮಾಧಾನ ವ್ಯಕ್ತಪಡಿಸಿದರು.: [302, 171, 438, 231]
- post-row: ಕನ್ನಡ ಉಪನ್ಯಾಸಕರು 3 ಎಂ.ಎ., ಬಿ.ಎಡ್: [168, 625, 439, 636]
- notice-body: ಕೆಳಕಂಡ ಕಾಮಗಾರಿಗಳಿಗೆ ಅರ್ಹ ನೋಂದಾಯಿತ ಗುತ್ತಿಗೆದಾರರಿಂದ KW-2 STD ನಮೂನೆಯಲ್ಲಿ ಇ-ಪ್ರೊಕ್ಯೂರ್‌ಮೆಂಟ್ ಮೂಲಕ ಟೆಂಡರ್ ಆಹ್ವಾನಿಸಲಾಗಿದೆ.: [739, 354, 934, 370]
- col-sl: ಕ್ರ.ಸಂ: [170, 386, 195, 397]
- post-row: ಗಣಿತ 1 ಎಂ.ಎಸ್ಸಿ., ಬಿ.ಎಡ್: [168, 713, 439, 724]
- tender-bar: ಇ-ಟೆಂಡರ್ ಪ್ರಕಟಣೆ: [599, 276, 722, 289]
- draw-winners: I- 2816, II- 4290, III-1221: [32, 414, 132, 424]
- market-rates-box: [12, 470, 152, 670]
- notice-header-line: ಕರ್ನಾಟಕ ಸರ್ಕಾರ: [640, 410, 681, 418]
- tender-item-row: 5. ಹಾಲು, ಮೊಸರು, ತುಪ್ಪ ಸರಬರಾಜು 4,10,000: [170, 442, 439, 453]
- luckidip-address: Anil Kumble Road, Mathura Nagar, Kumble-671321: [18, 375, 146, 389]
- notice-items: (1) ಟೆಂಡರ್ ದಾಖಲೆಗಳ ಮಾರಾಟ ಪ್ರಾರಂಭ ದಿನಾಂಕ: 22-01-2026 (2) ಟೆಂಡರ್ ಸಲ್ಲಿಸಲು ಕೊನೆಯ ದಿನಾಂಕ: 01-02-2026 (3) ತಾಂತ್ರಿಕ ಬಿಡ್ ತೆರೆಯುವ ದಿನಾಂಕ: 01-02-2026 (4) ಟೆಂಡರ್ ಅಂದಾಜು ಮೊತ್ತ: ರೂ. 90,00,000/- (5) ಇ.ಎಂ.ಡಿ: 2,25,000/-. ಹೆಚ್ಚಿನ ಮಾಹಿತಿಗೆ ಕಚೇರಿ ಅವಧಿಯಲ್ಲಿ ಸಂಪರ್ಕಿಸುವುದು.: [457, 196, 581, 247]
- bumper-prize: Bumber Prize: 2222: [40, 404, 124, 414]
- kerala-lottery-results: [734, 497, 939, 1017]
- post-row: Peon 01 S.S.L.C: [168, 1109, 439, 1119]
- school-name-pu: ಶ್ರೀ ದೇವಿ ಪದವಿ ಪೂರ್ವ ಕಾಲೇಜು, ಕಟೀಲು, ದ.ಕ. 574148 Ph: 9901927904: [195, 598, 413, 608]
- lead-article: [12, 52, 438, 335]
- notice-sign: ಸಹಿ/- ಕಾರ್ಯಪಾಲಕ ಅಭಿಯಂತರರು, ಗ್ರಾ.ಕು.ನೀ ಮತ್ತು ನೈ ವಿಭಾಗ, ಮಂಗಳೂರು: [600, 378, 722, 394]
- court-notice-puttur: [12, 676, 152, 906]
- prize-tier: 9th Prize Rs.100/- 0011 0037 0058 0064 0113 0184 0212 0213 0360 0429 0465 0500 0716 0901 1047 1082 1349 1479 1627 1639 1656 1699 1755 1801 1825 1851 1901 1954 1963 2023 2100 2159 2181 2237 2279 2495 2528 2540 2594 2787 2800 2936 3072 3134 3356 3424 3731 3746 3758 3850 3858 3867 3887 4032 4080 4115 4145 4166 4331 4413 4457 4545 4548 4675 4687 4698 4706 4752 5057 5730 5840 5855 5923 5996 6343 6557 6587 6789 6875 6998 7058 7159 7224 7294 7303 7312 7344 7442 7527 7549 7585 7593 7857 8160 8300 8326 8375 8708 8718 8945 8973 9055 9078 9089 9167 9298 9384 9457 9535 9658 9748 9805 9988: [734, 896, 926, 1016]
- prize-tier: 3rd Prize Rs: 5,00,000/- [5 Lakhs] SS 269352 (ADOOR): [734, 617, 859, 635]
- tender-bar: ಟೆಂಡರ್ ಪ್ರಕಟಣೆ: [739, 182, 934, 195]
- notice-body: ಕರ್ನಾಟಕ ಗೃಹ ಮಂಡಳಿಯ ವಿವಿಧ ಯೋಜನೆಗಳ ಕಾಮಗಾರಿಗಳಿಗೆ ಅರ್ಹ ಗುತ್ತಿಗೆದಾರರಿಂದ ಟೆಂಡರ್ ಆಹ್ವಾನಿಸಲಾಗಿದೆ. No. KHB/2025-26/SE0181 & SE0265/CALL-2 and KHB/2025-26/SE0333 to SE0337.: [457, 826, 581, 869]
- market-row: ಸೇಬು 505 - 535: [18, 515, 146, 523]
- market-row: ಪಪ್ಪಾಯ 340 - 390: [18, 524, 146, 532]
- work-indents-table: [739, 373, 934, 431]
- notice-sign: ಸಹಿ/- ಕಾರ್ಯಪಾಲಕ ಅಭಿಯಂತರರು, ಮಂಗಳೂರು ಮಹಾನಗರಪಾಲಿಕೆ: [787, 285, 934, 293]
- indent-header-cell: Work Value (Rs.in Lakhs): [874, 374, 933, 393]
- prize-tier: Cons Prize-Rs: 5900/- SN 549137 SP 549137 SR 549137 SS 549137 ST 549137 SU 549137 SV 549137 SW 549137 SX 549137 SY 549137 SZ 549137: [734, 555, 938, 592]
- lottery-lower-prizes: [734, 650, 939, 1017]
- case-number: Crl. M.C No. 145/2025: [48, 707, 116, 716]
- page-number: 07: [898, 17, 933, 40]
- by-order: (BY ORDER OF THE COURT): [36, 1103, 127, 1111]
- case-number: O.S. No. 295/2023: [55, 943, 109, 952]
- school-name-primary: ಶ್ರೀ ದೇವಿ ಹಿರಿಯ ಪ್ರಾಥಮಿಕ ಶಾಲೆ (ಕನ್ನಡ ಮಾಧ್ಯಮ), ಕಟೀಲು, ದ.ಕ. 574148 Ph: 9480531691: [171, 827, 437, 837]
- registration-marks-right: [795, 1440, 864, 1449]
- luckidip-title: LUCKIDIP RESULT: [33, 345, 131, 357]
- prize-tier: 4th Prize Rs.5,000/- 0693 1067 1373 1807 2020 2073 2172 3660 3991 4765 5813 6144 6536 6756 8430 8610 8885 9265 9761: [734, 650, 926, 677]
- indent-header-cell: Sl. No.: [740, 374, 761, 393]
- works-table-header-cell: ಪ್ಯಾ.ಸಂ: [883, 225, 903, 236]
- tender-bar: ಟೆಂಡರ್ ಪ್ರಕಟಣೆ: [739, 339, 934, 352]
- notice-body: ತಾಲೂಕು ಆರೋಗ್ಯ ಕೇಂದ್ರದ ಕಟ್ಟಡ ದುರಸ್ತಿ ಕಾಮಗಾರಿಗೆ 1999-2000 ನಿಯಮಾವಳಿ ರೀತ್ಯಾ ಅರ್ಹ ಗುತ್ತಿಗೆದಾರರಿಂದ ಇ-ಟೆಂಡರ್ ಆಹ್ವಾನಿಸಲಾಗಿದೆ. ವಿವರಗಳನ್ನು Website: https://kppp.karnataka.gov.in ನಲ್ಲಿ ವೀಕ್ಷಿಸಬಹುದು.: [457, 145, 581, 196]
- temple-name: ಶ್ರೀ ದುರ್ಗಾಪರಮೇಶ್ವರಿ ದೇವಸ್ಥಾನ, ಕಟೀಲು, ದ.ಕ.: [240, 353, 368, 363]
- market-sub1: ಹಣ್ಣಿನ ಧಾರಣೆ ಕೆ.ಜಿ.ಗೆ: [13, 496, 151, 506]
- note-line: ಸೂಚನೆ: ಅರ್ಜಿದಾರರು ಕನಿಷ್ಠ 55% ಅಂಕ ಪಡೆದಿರಬೇಕು. 1) ಪದವಿಪೂರ್ವ ಕಾಲೇಜು ಉಪನ್ಯಾಸಕರಿಗೆ ವೇತನ ರೂ. 27,000/- (ಅರ್ಹತೆ, ಅನುಭವಕ್ಕೆ ಅನುಗುಣವಾಗಿ ಹೆಚ್ಚಳ).: [169, 1137, 439, 1153]
- temple-phone: ದೂರವಾಣಿ: 7411534591, 8904905361: [254, 363, 354, 371]
- note-line: 2) ಪ್ರೌಢಶಾಲೆ ಹಾಗೂ ಪ್ರಾಥಮಿಕ ಶಾಲಾ ಶಿಕ್ಷಕರಿಗೆ ವೇತನ ರೂ. 16,000/- ನಿಂದ ಅರ್ಹತೆಗೆ ಅನುಗುಣವಾಗಿ ನಿಗದಿ.: [169, 1153, 395, 1161]
- tender-item-row: 2. ಅನ್ನಪ್ರಸಾದಕ್ಕೆ ಅಕ್ಕಿ, ದವಸ ಧಾನ್ಯ ಸರಬರಾಜು 8,50,000: [170, 408, 439, 419]
- prize-tier: 6th Prize Rs.1,000/- 0017 0808 0846 1779 1846 2022 2371 2871 2930 3310 3627 3652 3792 4135 4412 5176 5469 5564 5943 6716 6727 8087 9258 9745: [734, 702, 926, 738]
- article-body: [12, 107, 438, 315]
- article-paragraph: ಆರೋಪಿ ಮೃತ ದಂಪತಿಯ ನೆರೆಮನೆಯ ನಿವಾಸಿಯಾಗಿದ್ದು, ಜಮೀನು ಗಡಿ ವಿವಾದದ ಹಿನ್ನೆಲೆಯಲ್ಲಿ ದಂಪತಿ ಮೇಲೆ ಮಾರಕಾಸ್ತ್ರದಿಂದ ಹಲ್ಲೆ ನಡೆಸಿ ಕೊಲೆಗೈದಿದ್ದ. ಪ್ರಕರಣದ ವಿಚಾರಣೆ ವೇಳೆ ಒಟ್ಟು 19 ಮಂದಿ ಸಾಕ್ಷಿಗಳ ವಿಚಾರಣೆ ನಡೆಸಲಾಗಿದ್ದು, ಸರಕಾರಿ ಅಭಿಯೋಜಕರ ವಾದವನ್ನು ಪುರಸ್ಕರಿಸಿದ ನ್ಯಾಯಾಲಯ ಆರೋಪ ಸಾಬೀತಾದ ಹಿನ್ನೆಲೆಯಲ್ಲಿ ಶಿಕ್ಷೆ ಪ್ರಕಟಿಸಿತು. ಪೊಲೀಸರು ಸಲ್ಲಿಸಿದ ದೋಷಾರೋಪ ಪಟ್ಟಿ, ವೈದ್ಯಕೀಯ ವರದಿ ಹಾಗೂ 725 ಪುಟಗಳ ದಾಖಲೆಗಳನ್ನು ನ್ಯಾಯಾಲಯ ಪರಿಶೀಲಿಸಿತು.: [157, 106, 438, 238]
- post-row: Assistant Teacher (Science) 01 B.Sc.(CBZ), B.Ed.: [168, 1082, 439, 1092]
- market-row: ಮಾವು 230 - 260: [18, 587, 146, 595]
- market-row: ಪೈನಾಪಲ್ 90 - 280: [18, 551, 146, 559]
- tender-item-row: 4. ಸೀಯಾಳ, ಬಾಳೆಎಲೆ ಸರಬರಾಜು 1,80,000: [170, 431, 439, 442]
- market-row: ಸಪೋಟ 260 - 280: [18, 560, 146, 568]
- notice-header-line: ಕೋಟೆಕಾರು ಪಟ್ಟಣ ಪಂಚಾಯತ್, ದ.ಕ.: [468, 652, 570, 662]
- column-middle: [158, 340, 444, 1412]
- post-row: ಭೌತಶಾಸ್ತ್ರ 2 ಎಂ.ಎಸ್ಸಿ., ಬಿ.ಎಡ್: [168, 691, 439, 702]
- notice-body: ಪುರಸಭಾ ವ್ಯಾಪ್ತಿಯ 2025-26ನೇ ಸಾಲಿನ ವಿವಿಧ ಅಭಿವೃದ್ಧಿ ಕಾಮಗಾರಿಗಳಿಗೆ ಅರ್ಹ ನೋಂದಾಯಿತ ಗುತ್ತಿಗೆದಾರರಿಂದ ಇ-ಪ್ರೊಕ್ಯೂರ್‌ಮೆಂಟ್ ಮೂಲಕ ಟೆಂಡರ್ ಆಹ್ವಾನಿಸಲಾಗಿದೆ.: [599, 616, 722, 649]
- market-row: ದ್ರಾಕ್ಷಿ 81 - 260: [18, 542, 146, 550]
- notice-items: (1) ಟೆಂಡರ್ ದಾಖಲೆ ಲಭ್ಯ ದಿನಾಂಕ: 21-01-2026 ರಿಂದ (2) ಸಲ್ಲಿಸಲು ಕೊನೆಯ ದಿನಾಂಕ: 04-02-2026 ಸಂಜೆ 4.00 (3) ತಾಂತ್ರಿಕ ಬಿಡ್ ತೆರೆಯುವ ದಿನಾಂಕ: 06-02-2026. ಹೆಚ್ಚಿನ ಮಾಹಿತಿಗೆ ಕಚೇರಿ ಅವಧಿಯಲ್ಲಿ ಸಂಪರ್ಕಿಸುವುದು.: [599, 333, 722, 375]
- tender-mangaluru-corporation: ಮಂಗಳೂರು ಮಹಾನಗರಪಾಲಿಕೆ ಸಂಖ್ಯೆ:ಇಅ/ಟೆಂಡರ್ 54/2025-26 ದಿನಾಂಕ: 17-01-2026 ಟೆಂಡರ್ ಪ್ರಕಟಣೆ ಈ ಕೆಳಗೆ ನಮೂದಿಸಿದ ಕಾಮಗಾರಿಗಳಿಗೆ ನೋಂದಾಯಿತ ಅರ್ಹ ಗುತ್ತಿಗೆದಾರರಿಂದ ಇ-ಪ್ರೊಕ್ಯೂರ್‌ಮೆಂಟ್ ಮೂಲಕ ಟೆಂಡರ್ ಆಹ್ವಾನಿಸಲಾಗಿದೆ. ಟೆಂಡರ್ ದಾಖಲೆಗಳನ್ನು https://kppp.karnataka.gov.in ನಲ್ಲಿ ಡೌನ್‌ಲೋಡ್ ಮಾಡಿಕೊಳ್ಳಬಹುದು. ಕ್ರ.ಸಂ ಕಾಮಗಾರಿಯ ವಿವರ ಪ್ಯಾ.ಸಂ ಮೊತ್ತ (ಲಕ್ಷ) 1 ನಗರದ ವಿವಿಧ ವಾರ್ಡ್‌ಗಳಲ್ಲಿ ರಸ್ತೆ, ಚರಂಡಿ ಹಾಗೂ ಮೂಲಸೌಕರ್ಯ ಅಭಿವೃದ್ಧಿ ಕಾಮಗಾರಿ 67 ರೂ. 284.48 (1) ಟೆಂಡರ್ ಸಲ್ಲಿಸುವ ಕೊನೆಯ ದಿನಾಂಕ: 18-02-2026 (2) ಟೆಂಡರ್ ದಾಖಲೆ ಲಭ್ಯ ದಿನಾಂಕ: 19-01-2026 ರಿಂದ ಸಂಜೆ 4.00 ಗಂಟೆಯವರೆಗೆ. ಹೆಚ್ಚಿನ ಮಾಹಿತಿಗೆ ಕಚೇರಿ ಅವಧಿಯಲ್ಲಿ ಸಂಪರ್ಕಿಸುವುದು. ಸಹಿ/- ಕಾರ್ಯಪಾಲಕ ಅಭಿಯಂತರರು, ಮಂಗಳೂರು ಮಹಾನಗರಪಾಲಿಕೆ: [734, 155, 939, 298]
- market-rows: [13, 506, 151, 614]
- attractive-prizes-1: 1) 4239 2) 4452: [50, 439, 114, 449]
- post-row: P.E. Teacher 1 D.P. Ed.: [168, 957, 439, 967]
- notice-body: ಈ ಕೆಳಗೆ ನಮೂದಿಸಿದ ಕಾಮಗಾರಿಗಳಿಗೆ ನೋಂದಾಯಿತ ಅರ್ಹ ಗುತ್ತಿಗೆದಾರರಿಂದ ಇ-ಪ್ರೊಕ್ಯೂರ್‌ಮೆಂಟ್ ಮೂಲಕ ಟೆಂಡರ್ ಆಹ್ವಾನಿಸಲಾಗಿದೆ. ಟೆಂಡರ್ ದಾಖಲೆಗಳನ್ನು https://kppp.karnataka.gov.in ನಲ್ಲಿ ಡೌನ್‌ಲೋಡ್ ಮಾಡಿಕೊಳ್ಳಬಹುದು.: [739, 196, 934, 221]
- works-table: [739, 224, 934, 255]
- tender-kotekar-tp: ಕೋಟೆಕಾರು ಪಟ್ಟಣ ಪಂಚಾಯತ್, ದ.ಕ. ಸಂಖ್ಯೆ: ಕೋ.ಪ.ಪಂ/ಟೆಂ/ಇ/336/2025-26 ದಿನಾಂಕ: 19.01.2026 ಟೆಂಡರ್ ಪ್ರಕಟಣೆ ಕೋಟೆಕಾರು ಪಟ್ಟಣ ಪಂಚಾಯತ್ ವ್ಯಾಪ್ತಿಯಲ್ಲಿ 2026-27ನೇ ಸಾಲಿನ ವಿವಿಧ ಕಾಮಗಾರಿಗಳಿಗೆ ಅರ್ಹ ಗುತ್ತಿಗೆದಾರರಿಂದ ಟೆಂಡರ್ ಆಹ್ವಾನಿಸಲಾಗಿದೆ. ವಿವರಗಳಿಗೆ www.kotekartown.mrc.gov.in ವೀಕ್ಷಿಸುವುದು. (1) ಟೆಂಡರ್ ಸಲ್ಲಿಸುವ ಕೊನೆಯ ದಿನಾಂಕ: 07.02.2026. ಅಂದಾಜು ಮೊತ್ತ: ರೂ. 4.00 ಲಕ್ಷ. ಹೆಚ್ಚಿನ ಮಾಹಿತಿಗೆ ಕಚೇರಿ ಅವಧಿಯಲ್ಲಿ ಸಂಪರ್ಕಿಸುವುದು. ಸಹಿ/- ಮುಖ್ಯಾಧಿಕಾರಿ, ಕೋಟೆಕಾರು ಪಟ್ಟಣ ಪಂಚಾಯತ್: [452, 648, 586, 770]
- prize-tier: 5th Prize Rs.2,000/- 2529 3421 7048 7961 8514 9005: [734, 680, 848, 698]
- notice-header-line: Email: mochc2009@gmail.com Ph: 08255-233312: [602, 93, 719, 110]
- market-rows2: [13, 624, 151, 669]
- tender-item-row: 1. ಶ್ರೀ ದೇವರ ನಿತ್ಯ ಪೂಜೆಗೆ ಹೂವು, ಹಾರ ಸರಬರಾಜು 2,40,000: [170, 397, 439, 408]
- notice-sign: ಸಹಿ/- ಕಾರ್ಯಪಾಲಕ ಅಭಿಯಂತರರು, ಲೋಕೋಪಯೋಗಿ ಇಲಾಖೆ, ಮಂಗಳೂರು ವಿಭಾಗ/2025-26: [766, 469, 934, 486]
- tender-bar: ಇ-ಟೆಂಡರ್ ಪ್ರಕಟಣೆ: [457, 122, 581, 135]
- advocate-sign: Sd/- Praveen B. Advocate for Petitioner: [17, 893, 128, 901]
- notice-header-line: ಕರ್ನಾಟಕ ಸರ್ಕಾರ: [499, 462, 539, 470]
- notice-items: (1) ಟೆಂಡರ್ ಸಲ್ಲಿಸುವ ಕೊನೆಯ ದಿನಾಂಕ: 18-02-2026 (2) ಟೆಂಡರ್ ದಾಖಲೆ ಲಭ್ಯ ದಿನಾಂಕ: 19-01-2026 ರಿಂದ ಸಂಜೆ 4.00 ಗಂಟೆಯವರೆಗೆ. ಹೆಚ್ಚಿನ ಮಾಹಿತಿಗೆ ಕಚೇರಿ ಅವಧಿಯಲ್ಲಿ ಸಂಪರ್ಕಿಸುವುದು.: [739, 257, 934, 282]
- post-row: ಇತಿಹಾಸ 1 ಎಂ.ಎ.: [168, 647, 439, 658]
- post-row: Nursery/Computer Teacher 1 NTT, PGDCA Equivalent: [168, 910, 439, 920]
- notice-header-line: ತಾಲೂಕು ಆರೋಗ್ಯ ಕೇಂದ್ರ (ಆಸ್ಪ), ಬಂಟ್ವಾಳ, ಬಂಟ್ವಾಳ ತಾಲೂಕು ದ.ಕ 574211: [600, 75, 721, 92]
- column-d: [446, 52, 586, 1412]
- tender-bar: ಟೆಂಡರ್ ಪ್ರಕಟಣೆ (ಕಿರು ಮೊತ್ತದ ಮೂಲಕ): [457, 803, 581, 816]
- notice-body: ತಾಲೂಕು ಆರೋಗ್ಯ ಕೇಂದ್ರದ 1999-2000 ನಿಯಮದಂತೆ ಡಿ-ಎಕೆಂಟ್ ಪದ್ಧತಿಯಲ್ಲಿ ಅರ್ಹರಿಂದ ಟೆಂಡರ್ ಆಹ್ವಾನಿಸಲಾಗಿದೆ. ವಿವರಗಳಿಗೆ https://kppp.karnataka.gov.in ವೀಕ್ಷಿಸುವುದು.: [599, 136, 722, 169]
- article-headline: ಆರೋಪಿಗೆ ಜೀವಾವಧಿ ಶಿಕ್ಷೆ, 2 ಲಕ್ಷ ರೂ. ದಂಡ: [12, 71, 394, 101]
- notice-header-line: ನಗರಸಭಾ ಕಾರ್ಯಾಲಯ, ಉಡುಪಿ: [474, 281, 564, 291]
- notice-sign: ಸಹಿ/- ಮುಖ್ಯ ಅಭಿಯಂತರರು, ಕರ್ನಾಟಕ ಗೃಹ ಮಂಡಳಿ, ಬೆಂಗಳೂರು: [465, 897, 581, 914]
- school-email-hsk: E-mail: kateelsdphighschool@gmail.com (for both mail, ಎರಡಕ್ಕೂ ಮೇಲ್ ಕಳುಹಿಸುವುದು): [191, 770, 417, 777]
- notice-items: ಟೆಂಡರ್ ಸಲ್ಲಿಸಲು ಕೊನೆಯ ದಿನಾಂಕ: 03.02.2026 ಸಂಜೆ 4.00 ಗಂಟೆಗೆ. ಹೆಚ್ಚಿನ ಮಾಹಿತಿಗೆ ದೂರವಾಣಿ: 080-22273511 ಸಂಪರ್ಕಿಸುವುದು.: [457, 869, 581, 894]
- notice-header-line: ಮೂಲ್ಕಿ ಪುರಸಭೆ, ದ.ಕ.: [630, 580, 691, 590]
- notice-body: Please take notice that the plaintiff named above has filed the above suit against you for recover of loan dues. The said suit stands posted for your appearance in person or through pleader before the above said Honourable Court at 11.00 A.M. on 09-02-2026. If you fail to appear, the matter will be decided ex-parte by the court. Given under my hand and the seal of the court on this 17th day of January 2026.: [17, 1026, 147, 1103]
- tender-dkzp-vehicles: ಕರ್ನಾಟಕ ಸರ್ಕಾರ ದಕ್ಷಿಣ ಕನ್ನಡ ಜಿಲ್ಲಾ ಪಂಚಾಯತ್, ಮಂಗಳೂರು ಸಂಖ್ಯೆ:ಜಿಪಂ/ಇಜೆ/22/ಟೆಂಡರ್/2025-26 ದಿನಾಂಕ: 20-01-2026 ಇ-ಟೆಂಡರ್ ಪ್ರಕಟಣೆ ದಕ್ಷಿಣ ಕನ್ನಡ ಜಿಲ್ಲಾ ಪಂಚಾಯತ್ ಕಚೇರಿ ಉಪಯೋಗಕ್ಕೆ 2025-26ನೇ ಸಾಲಿಗೆ ಬಾಡಿಗೆ ಆಧಾರದಲ್ಲಿ ವಾಹನಗಳನ್ನು (Non AC) ಪಡೆಯಲು Yellow Board ವಾಹನ ಮಾಲೀಕರಿಂದ ಇ-Procurement ಮೂಲಕ ಟೆಂಡರ್ ಆಹ್ವಾನಿಸಲಾಗಿದೆ. ವಿವರಗಳಿಗೆ https://kppp.karnataka.gov.in ವೀಕ್ಷಿಸುವುದು. ಟೆಂಡರ್ ಸಲ್ಲಿಸಲು ಕೊನೆಯ ದಿನಾಂಕ: 14-02-2026ರ ಸಂಜೆ 5-30 ಗಂಟೆಯೊಳಗೆ. ನಿಗದಿತ ನಮೂನೆಯಲ್ಲಿ ದಾಖಲೆಗಳೊಂದಿಗೆ ಸಲ್ಲಿಸುವುದು. ಹೆಚ್ಚಿನ ಮಾಹಿತಿಗೆ ಕಚೇರಿ ಅವಧಿಯಲ್ಲಿ ಸಂಪರ್ಕಿಸುವುದು. ಸಹಿ/- ಮುಖ್ಯ ಕಾರ್ಯನಿರ್ವಹಣಾಧಿಕಾರಿ, ದ.ಕ. ಜಿಲ್ಲಾ ಪಂಚಾಯತ್, ಮಂಗಳೂರು: [452, 925, 586, 1089]
- recruitment-subtitle: 2026-27ನೇ ಸಾಲಿಗೆ ಅಗತ್ಯವಿರುವ ತಾತ್ಕಾಲಿಕ ಹುದ್ದೆಗಳಿಗೆ ಅರ್ಜಿ ಆಹ್ವಾನಿಸಲಾಗಿದೆ: [165, 578, 443, 596]
- post-row: ಅಡುಗೆ ಸಹಾಯಕರು 1 ಎಸ್.ಎಸ್.ಎಲ್.ಸಿ.: [168, 869, 439, 880]
- attractive-prizes-2: 3) 2600 4) 4466: [50, 449, 114, 459]
- notice-items: (1) ಟೆಂಡರ್ ದಾಖಲೆ ಲಭ್ಯ: 21.01.2026 ರಿಂದ (2) ಸಲ್ಲಿಸಲು ಕೊನೆಯ ದಿನಾಂಕ: 05.02.2026 ಸಂಜೆ 4.00 ಗಂಟೆ. ಹೆಚ್ಚಿನ ಮಾಹಿತಿಗೆ ಕಚೇರಿ ಅವಧಿಯಲ್ಲಿ ಸಂಪರ್ಕಿಸುವುದು.: [599, 650, 722, 683]
- posts-table-ehps: [168, 910, 440, 988]
- notice-header-line: Email: mochc2009@gmail.com Ph: 08255-233312: [461, 102, 577, 119]
- market-row: ಚಿಕ್ಕು 80 - 110: [18, 596, 146, 604]
- column-left: [12, 340, 152, 1412]
- posts-table-hsk: [168, 780, 440, 825]
- post-row: Assistant Teacher (Arts) 01 B.A/M.A, B.Ed. (Computer knowledge is must): [168, 1065, 439, 1082]
- posts-table-ehs: [168, 1038, 440, 1120]
- tender-khb: ಕರ್ನಾಟಕ ಗೃಹ ಮಂಡಳಿ ಕಾವೇರಿ ಭವನ, ಬೆಂಗಳೂರು-560009 ಟೆಂಡರ್ ಪ್ರಕಟಣೆ (ಕಿರು ಮೊತ್ತದ ಮೂಲಕ) KHB/CE/PMC/NIT Date: 20.01.2026 ಕರ್ನಾಟಕ ಗೃಹ ಮಂಡಳಿಯ ವಿವಿಧ ಯೋಜನೆಗಳ ಕಾಮಗಾರಿಗಳಿಗೆ ಅರ್ಹ ಗುತ್ತಿಗೆದಾರರಿಂದ ಟೆಂಡರ್ ಆಹ್ವಾನಿಸಲಾಗಿದೆ. No. KHB/2025-26/SE0181 & SE0265/CALL-2 and KHB/2025-26/SE0333 to SE0337. ಟೆಂಡರ್ ಸಲ್ಲಿಸಲು ಕೊನೆಯ ದಿನಾಂಕ: 03.02.2026 ಸಂಜೆ 4.00 ಗಂಟೆಗೆ. ಹೆಚ್ಚಿನ ಮಾಹಿತಿಗೆ ದೂರವಾಣಿ: 080-22273511 ಸಂಪರ್ಕಿಸುವುದು. ಸಹಿ/- ಮುಖ್ಯ ಅಭಿಯಂತರರು, ಕರ್ನಾಟಕ ಗೃಹ ಮಂಡಳಿ, ಬೆಂಗಳೂರು: [452, 777, 586, 919]
- market-row: ದಾಳಿಂಬೆ 385 - 415: [18, 533, 146, 541]
- market-row: ಸರಕುಮಾಲು 430 - 670: [18, 624, 146, 632]
- education-ad-header: [165, 536, 443, 577]
- notice-body: 2025-26ನೇ ಸಾಲಿನ ಅನುದಾನದಡಿ ವಿವಿಧ ಕಾಮಗಾರಿಗಳಿಗೆ (ಮರು ಟೆಂಡರ್) ಈ ಕೆಳಗೆ ನಮೂದಿಸಿದ Standard Bid Document KW-3 ಪ್ರಕಾರ ನಿಯಮಾನುಸಾರ ಅರ್ಹ ಗುತ್ತಿಗೆದಾರರಿಂದ e-procurement ಮೂಲಕ ಟೆಂಡರನ್ನು ಆಹ್ವಾನಿಸಲಾಗಿದೆ. ವಿವರಗಳಿಗೆ https://kppp.karnataka.gov.in ವೀಕ್ಷಿಸುವುದು.: [457, 317, 581, 376]
- court-header: IN THE COURT OF th ADDL. CIVIL JUDGE AND JMFC COURT AT MANGALORE, D.K.: [24, 916, 140, 943]
- tender-date: ದಿನಾಂಕ: 19.01.2026: [169, 507, 218, 514]
- post-row: Pre Primary Teacher (LKG & UKG) 2 PUC with DPT or NTT or Equivalent training: [168, 920, 439, 937]
- market-row: ಮೊಸಂಬಿ 260 - 460: [18, 506, 146, 514]
- lottery-title: ಕೇರಳ ರಾಜ್ಯ ಲಾಟರಿ ಫಲಿತಾಂಶ ವಿವರ ಪ್ರಕಟ: [763, 500, 910, 513]
- notice-items: (1) ಟೆಂಡರ್ ಪ್ರಾರಂಭ ದಿನಾಂಕ: 02.01.2026 ಗಂಟೆ 5.00 ಸಮಯಕ್ಕೆ (2) ಟೆಂಡರ್ ದಾಖಲೆ ಡೌನ್‌ಲೋಡ್ ಕೊನೆಯ ದಿನಾಂಕ: 03.02.2026 ಸಂಜೆ 5.01 ರ ವರೆಗೆ. ಆರ್ಥಿಕ ಬಿಡ್ ತೆರೆಯುವ ವಿವರ: (1) DMA/2025-26/RDWORK_INDENT53275/CALL-2, ಅಂದಾಜು ಮೊತ್ತ: 66,75,000.00, ಇ.ಎಂ.ಡಿ: 1,00,125.00, ಕಾಮಗಾರಿ ಅವಧಿ 6 ತಿಂಗಳು.: [457, 376, 581, 436]
- works-table-header-cell: ಕಾಮಗಾರಿಯ ವಿವರ: [755, 225, 883, 236]
- registration-marks-left: [80, 1440, 149, 1449]
- tender-belthangady-tp: ಕರ್ನಾಟಕ ಸರ್ಕಾರ ತಾಲೂಕು ಪಂಚಾಯತ್ ಕಾರ್ಯಾಲಯ, ಬೆಳ್ತಂಗಡಿ ತಾಲೂಕು, ದಕ್ಷಿಣ ಕನ್ನಡ ಜಿಲ್ಲೆ ದೂರವಾಣಿ: 08256-232026 Email: eobelthangadi@gmail.com ಸಂಖ್ಯೆ:ತಾಪಂ/ಟೆಂ/ಎ3/2025-26 ದಿನಾಂಕ: 20-01-2026 ಇ-ಪ್ರೊಕ್ಯೂರ್‌ಮೆಂಟ್ ಮೂಲಕ ಅಲ್ಪಾವಧಿ ಟೆಂಡರ್ ಪ್ರಕಟಣೆ 2025-26ನೇ ಸಾಲಿನ ತಾಲೂಕು ಪಂಚಾಯತ್ ಅನುದಾನದಡಿ ವಿವಿಧ ಅಭಿವೃದ್ಧಿ ಕಾಮಗಾರಿಗಳಿಗೆ ಅರ್ಹ ಗುತ್ತಿಗೆದಾರರಿಂದ ಇ-ಪ್ರೊಕ್ಯೂರ್‌ಮೆಂಟ್ ಮೂಲಕ ಟೆಂಡರ್ ಆಹ್ವಾನಿಸಲಾಗಿದೆ. ಅಂದಾಜು ಮೊತ್ತ ರೂ. 15.00 ಲಕ್ಷ. (1) ಟೆಂಡರ್ ದಾಖಲೆ ಡೌನ್‌ಲೋಡ್ ಕೊನೆಯ ದಿನಾಂಕ: 28/01/2026 ಮಧ್ಯಾಹ್ನ ಗಂಟೆ 4:00 (2) ಟೆಂಡರ್ ಸಲ್ಲಿಸುವ ಕೊನೆಯ ದಿನಾಂಕ: 30/01/2026 ಸಂಜೆ ಗಂಟೆ 04:00. ಹೆಚ್ಚಿನ ಮಾಹಿತಿಗೆ ದೂರವಾಣಿ ಸಂಖ್ಯೆ: 08256-232026 ಸಂಪರ್ಕಿಸುವುದು. ಸಹಿ/- ಕಾರ್ಯನಿರ್ವಹಣಾಧಿಕಾರಿ, ತಾಲೂಕು ಪಂಚಾಯತ್, ಬೆಳ್ತಂಗಡಿ: [452, 457, 586, 642]
- post-row: ಸಹಶಿಕ್ಷಕರು (ವಿಜ್ಞಾನ/ಗಣಿತ) 1 ಬಿ.ಎಸ್ಸಿ., ಬಿ.ಎಡ್: [168, 802, 439, 813]
- tender-bar: ಟೆಂಡರ್ ಪ್ರಕಟಣೆ: [599, 601, 722, 614]
- post-row: ಕಂಪ್ಯೂಟರ್ ಸೈನ್ಸ್ 1 ಎಂ.ಸಿ.ಎ / ಎಂ.ಎಸ್ಸಿ.: [168, 724, 439, 735]
- tender-bar: ಟೆಂಡರ್ ಪ್ರಕಟಣೆ: [739, 94, 934, 107]
- post-row: ಸಹಶಿಕ್ಷಕರು 2 ಬಿ.ಎ., ಡಿ.ಎಡ್: [168, 847, 439, 858]
- post-row: ದೈಹಿಕ ಶಿಕ್ಷಣ ಶಿಕ್ಷಕರು 1 ಬಿ.ಪಿ.ಎಡ್: [168, 813, 439, 824]
- notice-header-line: ದ.ಕ. ಜಿಲ್ಲಾ ಪಂಚಾಯತ್: [490, 66, 548, 74]
